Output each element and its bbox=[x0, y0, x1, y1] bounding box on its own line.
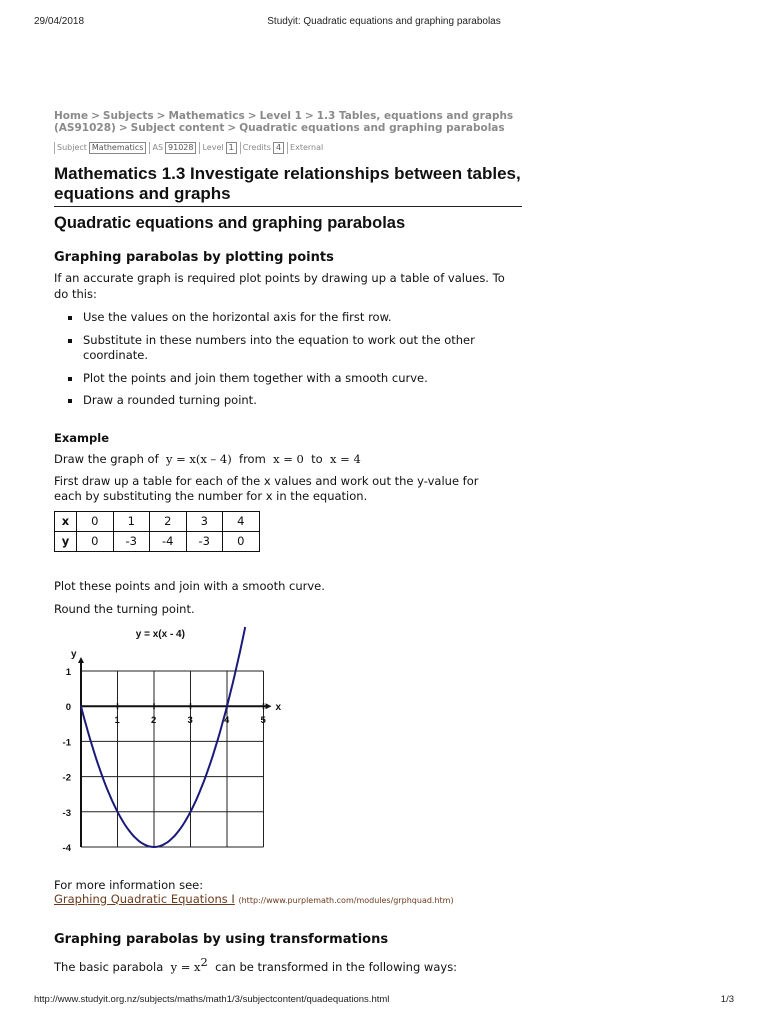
y-tick-label: -4 bbox=[62, 842, 71, 854]
parabola-graph bbox=[54, 624, 304, 864]
y-axis-label: y bbox=[71, 648, 77, 660]
breadcrumb-subjects[interactable]: Subjects bbox=[102, 110, 154, 122]
print-footer bbox=[34, 994, 734, 1008]
x-tick-label: 3 bbox=[187, 714, 193, 726]
breadcrumb-home[interactable]: Home bbox=[54, 110, 89, 122]
data-point bbox=[80, 705, 82, 707]
equation: y = x(x – 4) bbox=[165, 452, 232, 466]
y-tick-label: -1 bbox=[62, 736, 71, 748]
table-cell: -3 bbox=[113, 531, 150, 551]
round-instruction: Round the turning point. bbox=[54, 602, 195, 616]
intro-text: If an accurate graph is required plot points by drawing up a table of values. To do this: bbox=[54, 271, 505, 301]
x-tick-label: 5 bbox=[260, 714, 266, 726]
table-cell: 4 bbox=[223, 511, 260, 531]
breadcrumb-subject-content[interactable]: Subject content bbox=[130, 122, 225, 134]
x-tick-label: 2 bbox=[151, 714, 157, 726]
basic-parabola-text: The basic parabola $y = x^2$ can be transformed in the following ways: bbox=[54, 954, 458, 974]
steps-list bbox=[54, 310, 524, 409]
page-title: Mathematics 1.3 Investigate relationships between tables, equations and graphs bbox=[54, 164, 522, 207]
section-heading-plotting: Graphing parabolas by plotting points bbox=[54, 250, 334, 265]
tag-as: AS 91028 bbox=[149, 142, 196, 154]
data-point bbox=[190, 811, 192, 813]
breadcrumb-standard[interactable]: 1.3 Tables, equations and graphs (AS91028) bbox=[54, 110, 514, 134]
y-tick-label: -3 bbox=[62, 807, 71, 819]
x-tick-label: 4 bbox=[224, 714, 230, 726]
list-item: Draw a rounded turning point. bbox=[66, 393, 496, 409]
tag-subject: Subject Mathematics bbox=[54, 142, 146, 154]
table-cell: 0 bbox=[77, 531, 114, 551]
breadcrumb: Home > Subjects > Mathematics > Level 1 > 1.3 Tables, equations and graphs (AS91028) > Subject content > Quadratic equations and graphing parabolas bbox=[54, 110, 514, 134]
table-cell: 0 bbox=[77, 511, 114, 531]
breadcrumb-mathematics[interactable]: Mathematics bbox=[168, 110, 245, 122]
section-heading-transformations: Graphing parabolas by using transformations bbox=[54, 931, 389, 947]
table-cell: 2 bbox=[150, 511, 187, 531]
x-tick-label: 1 bbox=[114, 714, 120, 726]
table-header-y: y bbox=[55, 531, 77, 551]
table-cell: 1 bbox=[113, 511, 150, 531]
y-tick-label: 1 bbox=[65, 666, 71, 678]
table-instruction: First draw up a table for each of the x values and work out the y-value for each by substituting the number for x in the equation. bbox=[54, 473, 479, 503]
table-row bbox=[55, 531, 260, 551]
purplemath-url[interactable]: (http://www.purplemath.com/modules/grphquad.htm) bbox=[238, 895, 454, 905]
page-number: 1/3 bbox=[720, 994, 734, 1005]
table-cell: 0 bbox=[223, 531, 260, 551]
list-item: Substitute in these numbers into the equation to work out the other coordinate. bbox=[66, 333, 496, 364]
breadcrumb-current: Quadratic equations and graphing parabolas bbox=[239, 122, 505, 134]
y-axis-arrow bbox=[78, 657, 84, 663]
x-axis-arrow bbox=[266, 703, 272, 709]
data-point bbox=[153, 846, 155, 848]
print-date: 29/04/2018 bbox=[34, 16, 85, 27]
main-content bbox=[54, 110, 524, 975]
parabola-chart-svg bbox=[54, 624, 304, 864]
data-point bbox=[117, 811, 119, 813]
values-table bbox=[54, 511, 260, 552]
table-cell: -4 bbox=[150, 531, 187, 551]
link-line bbox=[54, 892, 524, 908]
chart-title: y = x(x - 4) bbox=[135, 628, 185, 640]
data-point bbox=[226, 705, 228, 707]
tag-list bbox=[54, 142, 524, 154]
table-header-x: x bbox=[55, 511, 77, 531]
print-header bbox=[34, 16, 734, 30]
example-label: Example bbox=[54, 430, 109, 445]
plot-instruction: Plot these points and join with a smooth curve. bbox=[54, 578, 325, 593]
more-info-label: For more information see: bbox=[54, 877, 204, 892]
parabola-series-line bbox=[81, 627, 245, 847]
tag-external: External bbox=[287, 142, 323, 154]
list-item: Use the values on the horizontal axis for the first row. bbox=[66, 310, 496, 326]
x-axis-label: x bbox=[275, 701, 282, 713]
table-cell: 3 bbox=[186, 511, 223, 531]
tag-level: Level 1 bbox=[199, 142, 236, 154]
y-tick-label: -2 bbox=[62, 772, 71, 784]
list-item: Plot the points and join them together with a smooth curve. bbox=[66, 371, 496, 387]
print-title: Studyit: Quadratic equations and graphing parabolas bbox=[267, 16, 501, 27]
y-tick-label: 0 bbox=[65, 701, 71, 713]
print-url: http://www.studyit.org.nz/subjects/maths/math1/3/subjectcontent/quadequations.html bbox=[34, 994, 390, 1005]
purplemath-link[interactable]: Graphing Quadratic Equations I bbox=[54, 891, 235, 906]
tag-credits: Credits 4 bbox=[240, 142, 284, 154]
table-cell: -3 bbox=[186, 531, 223, 551]
table-row bbox=[55, 511, 260, 531]
example-instruction: Draw the graph of y = x(x – 4) from x = 0 to x = 4 bbox=[54, 452, 361, 466]
page-subtitle: Quadratic equations and graphing parabolas bbox=[54, 214, 406, 232]
breadcrumb-level[interactable]: Level 1 bbox=[259, 110, 302, 122]
